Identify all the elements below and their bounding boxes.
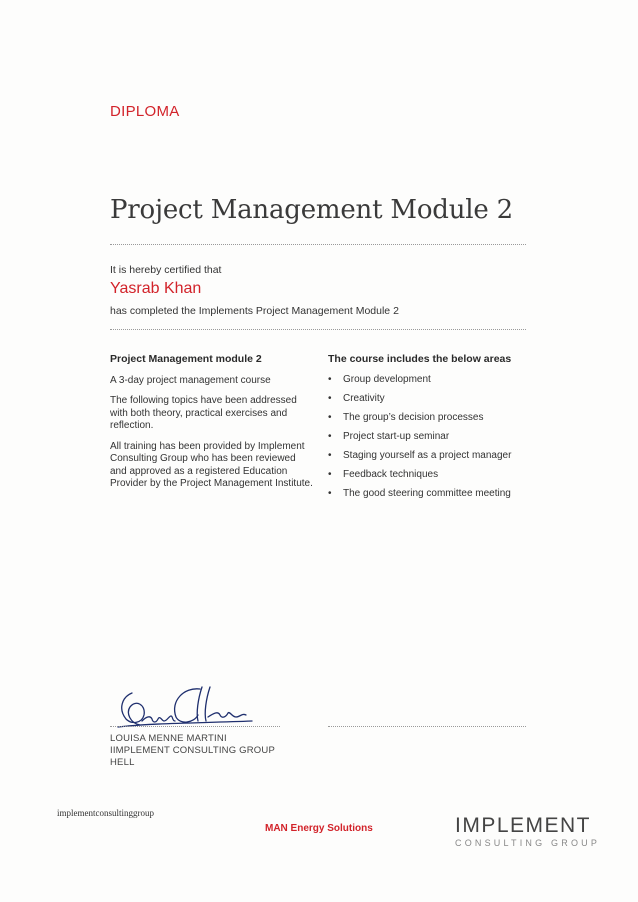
- list-item: • Staging yourself as a project manager: [328, 450, 548, 469]
- list-item: • Project start-up seminar: [328, 431, 548, 450]
- second-signature-line: [328, 726, 526, 727]
- recipient-name: Yasrab Khan: [110, 280, 202, 297]
- completion-statement: has completed the Implements Project Management Module 2: [110, 305, 399, 317]
- course-heading: Project Management module 2: [110, 353, 262, 365]
- course-summary: A 3-day project management course: [110, 374, 271, 386]
- logo-sub-text: CONSULTING GROUP: [455, 838, 601, 848]
- topics-note: The following topics have been addressed with both theory, practical exercises and reflection.: [110, 395, 297, 431]
- signature-line: [110, 726, 280, 727]
- list-item: • The good steering committee meeting: [328, 488, 548, 507]
- list-item: • Feedback techniques: [328, 469, 548, 488]
- signatory-block: [110, 733, 275, 769]
- list-item: • The group’s decision processes: [328, 412, 548, 431]
- signatory-company: IIMPLEMENT CONSULTING GROUP: [110, 745, 275, 756]
- areas-heading: The course includes the below areas: [328, 353, 512, 365]
- logo-main-text: IMPLEMENT: [455, 814, 592, 837]
- diploma-label: DIPLOMA: [110, 103, 180, 120]
- areas-list: [328, 374, 548, 507]
- course-areas: [328, 353, 548, 507]
- list-item: • Group development: [328, 374, 548, 393]
- divider: [110, 244, 526, 245]
- partner-name: MAN Energy Solutions: [265, 823, 373, 834]
- implement-logo: [455, 814, 601, 849]
- signatory-location: HELL: [110, 757, 135, 768]
- website-text: implementconsultinggroup: [57, 808, 154, 818]
- certification-intro: It is hereby certified that: [110, 264, 222, 276]
- list-item: • Creativity: [328, 393, 548, 412]
- course-title: Project Management Module 2: [110, 195, 513, 225]
- divider: [110, 329, 526, 330]
- signatory-name: LOUISA MENNE MARTINI: [110, 733, 227, 744]
- accreditation-note: All training has been provided by Implement Consulting Group who has been reviewed and approved as a registered Education Provider by the Project Management Institute.: [110, 440, 313, 489]
- course-description: [110, 353, 315, 499]
